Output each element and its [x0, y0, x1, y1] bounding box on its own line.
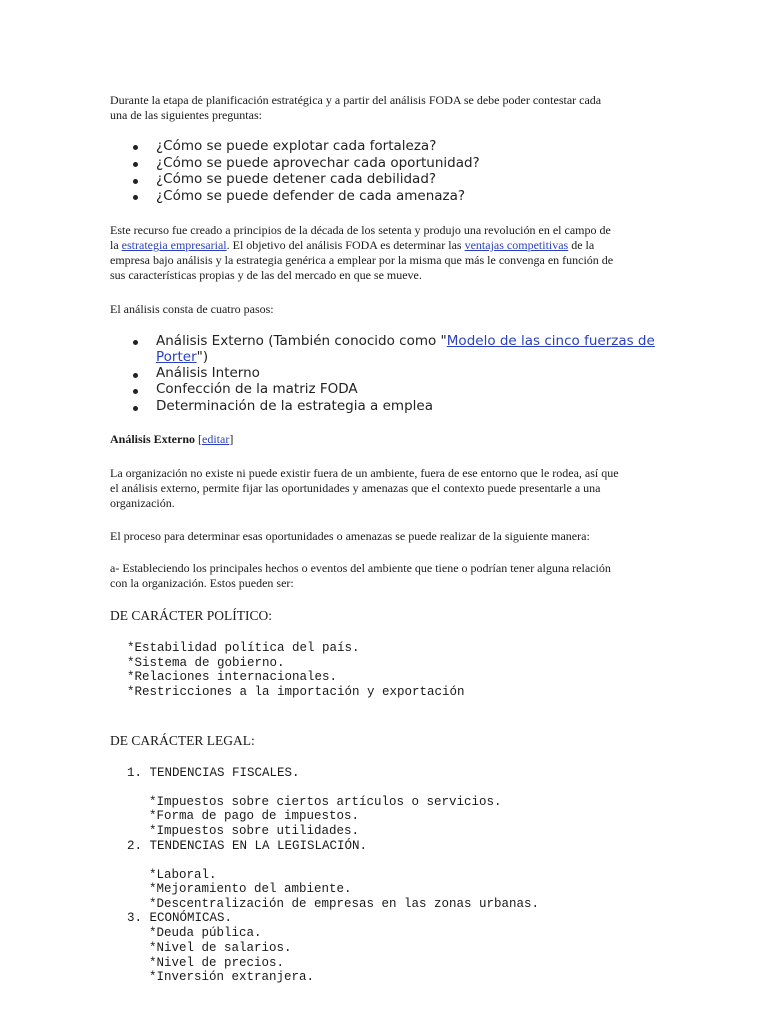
steps-intro: El análisis consta de cuatro pasos:	[110, 302, 274, 316]
legislacion-item: *Mejoramiento del ambiente.	[149, 882, 352, 896]
history-line-3: empresa bajo análisis y la estrategia genérica a emplear por la misma que más le convenga en función de	[110, 253, 614, 267]
economicas-item: *Nivel de salarios.	[149, 941, 292, 955]
step-item-estrategia: Determinación de la estrategia a emplea	[156, 398, 433, 414]
question-item: ¿Cómo se puede explotar cada fortaleza?	[156, 138, 437, 154]
edit-bracket: ]	[229, 432, 234, 446]
history-line-4: sus características propias y de las del mercado en que se mueve.	[110, 268, 422, 282]
question-item: ¿Cómo se puede aprovechar cada oportunidad?	[156, 155, 480, 171]
history-text: la	[110, 238, 122, 252]
legislacion-item: *Descentralización de empresas en las zonas urbanas.	[149, 897, 540, 911]
bullet-icon	[133, 162, 138, 167]
legal-numbered-item: 2. TENDENCIAS EN LA LEGISLACIÓN.	[127, 839, 368, 853]
bullet-icon	[133, 373, 138, 378]
edit-bracket: [	[195, 432, 203, 446]
ventajas-competitivas-link[interactable]: ventajas competitivas	[464, 238, 569, 252]
legal-heading: DE CARÁCTER LEGAL:	[110, 733, 255, 748]
legal-numbered-item: 3. ECONÓMICAS.	[127, 911, 233, 925]
question-item: ¿Cómo se puede defender de cada amenaza?	[156, 188, 466, 204]
intro-line-2: una de las siguientes preguntas:	[110, 108, 262, 122]
bullet-icon	[133, 145, 138, 150]
step-text: ")	[196, 349, 209, 365]
org-line-3: organización.	[110, 496, 175, 510]
proceso-text: El proceso para determinar esas oportunidades o amenazas se puede realizar de la siguiente manera:	[110, 529, 590, 543]
fiscal-item: *Forma de pago de impuestos.	[149, 809, 360, 823]
step-item-analisis-externo	[156, 333, 655, 350]
politico-item: *Estabilidad política del país.	[127, 641, 360, 655]
fiscal-item: *Impuestos sobre ciertos artículos o servicios.	[149, 795, 502, 809]
porter-link[interactable]: Porter	[156, 349, 197, 365]
history-line-1: Este recurso fue creado a principios de la década de los setenta y produjo una revolución en el campo de	[110, 223, 611, 237]
org-line-1: La organización no existe ni puede existir fuera de un ambiente, fuera de ese entorno que le rodea, así que	[110, 466, 619, 480]
legislacion-item: *Laboral.	[149, 868, 217, 882]
bullet-icon	[133, 406, 138, 411]
economicas-item: *Nivel de precios.	[149, 956, 285, 970]
bullet-icon	[133, 340, 138, 345]
economicas-item: *Inversión extranjera.	[149, 970, 315, 984]
establecer-line-1: a- Estableciendo los principales hechos o eventos del ambiente que tiene o podrían tener alguna relación	[110, 561, 611, 575]
step-text: Análisis Externo (También conocido como "	[156, 333, 447, 349]
bullet-icon	[133, 195, 138, 200]
legal-numbered-item: 1. TENDENCIAS FISCALES.	[127, 766, 300, 780]
history-text: . El objetivo del análisis FODA es determinar las	[226, 238, 465, 252]
step-item-continuation	[156, 349, 208, 366]
politico-item: *Relaciones internacionales.	[127, 670, 338, 684]
section-heading-analisis-externo	[110, 432, 233, 447]
politico-heading: DE CARÁCTER POLÍTICO:	[110, 608, 272, 623]
politico-item: *Restricciones a la importación y exportación	[127, 685, 465, 699]
edit-section-link[interactable]: editar	[202, 432, 230, 446]
bullet-icon	[133, 179, 138, 184]
step-item-matriz-foda: Confección de la matriz FODA	[156, 381, 358, 397]
history-line-2	[110, 238, 594, 253]
history-text: de la	[568, 238, 595, 252]
politico-item: *Sistema de gobierno.	[127, 656, 285, 670]
cinco-fuerzas-porter-link[interactable]: Modelo de las cinco fuerzas de	[446, 333, 655, 349]
fiscal-item: *Impuestos sobre utilidades.	[149, 824, 360, 838]
economicas-item: *Deuda pública.	[149, 926, 262, 940]
establecer-line-2: con la organización. Estos pueden ser:	[110, 576, 294, 590]
bullet-icon	[133, 389, 138, 394]
question-item: ¿Cómo se puede detener cada debilidad?	[156, 171, 437, 187]
section-title: Análisis Externo	[110, 432, 196, 446]
org-line-2: el análisis externo, permite fijar las oportunidades y amenazas que el contexto puede presentarle a una	[110, 481, 601, 495]
step-item-analisis-interno: Análisis Interno	[156, 365, 260, 381]
intro-line-1: Durante la etapa de planificación estratégica y a partir del análisis FODA se debe poder contestar cada	[110, 93, 602, 107]
estrategia-empresarial-link[interactable]: estrategia empresarial	[121, 238, 227, 252]
